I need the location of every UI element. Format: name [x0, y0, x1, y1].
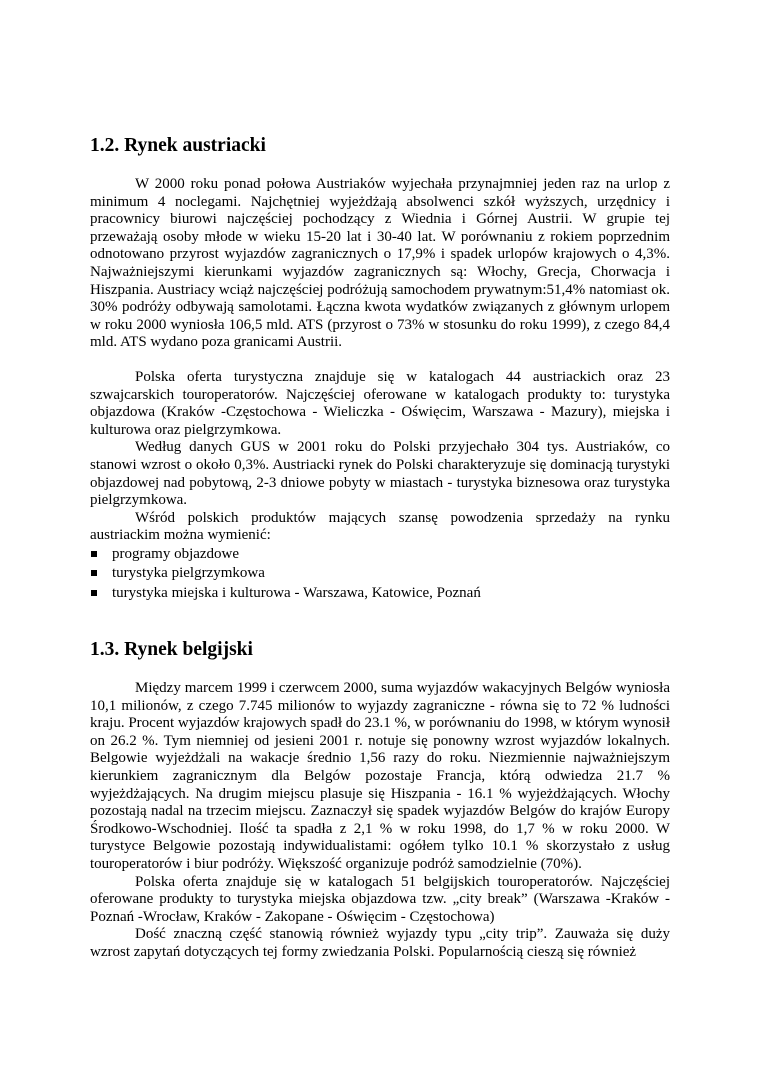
paragraph: W 2000 roku ponad połowa Austriaków wyjechała przynajmniej jeden raz na urlop z minimum 4 noclegami. Najchętniej wyjeżdżają absolwenci szkół wyższych, urzędnicy i pracownicy biurowi najczęściej pochodzący z Wiednia i Górnej Austrii. W grupie tej przeważają osoby młode w wieku 15-20 lat i 30-40 lat. W porównaniu z rokiem poprzednim odnotowano przyrost wyjazdów zagranicznych o 17,9% i spadek urlopów krajowych o 4,3%. Najważniejszymi kierunkami wyjazdów zagranicznych są: Włochy, Grecja, Chorwacja i Hiszpania. Austriacy wciąż najczęściej podróżują samochodem prywatnym:51,4% natomiast ok. 30% podróży odbywają samolotami. Łączna kwota wydatków związanych z głównym urlopem w roku 2000 wyniosła 106,5 mld. ATS (przyrost o 73% w stosunku do roku 1999), z czego 84,4 mld. ATS wydano poza granicami Austrii. — [90, 176, 670, 351]
paragraph: Między marcem 1999 i czerwcem 2000, suma wyjazdów wakacyjnych Belgów wyniosła 10,1 milionów, z czego 7.745 milionów to wyjazdy zagraniczne - równa się to 72 % ludności kraju. Procent wyjazdów krajowych spadł do 23.1 %, w porównaniu do 1998, w którym wynosił on 26.2 %. Tym niemniej od jesieni 2001 r. notuje się ponowny wzrost wyjazdów lokalnych. Belgowie wyjeżdżali na wakacje średnio 1,56 razy do roku. Niezmiennie najważniejszym kierunkiem zagranicznym dla Belgów pozostaje Francja, którą odwiedza 21.7 % wyjeżdżających. Na drugim miejscu plasuje się Hiszpania - 16.1 % wyjeżdżających. Włochy pozostają nadal na trzecim miejscu. Zaznaczył się spadek wyjazdów Belgów do krajów Europy Środkowo-Wschodniej. Ilość ta spadła z 2,1 % w roku 1998, do 1,7 % w roku 2000. W turystyce Belgowie pozostają indywidualistami: ogółem tylko 10.1 % skorzystało z usług touroperatorów i biur podróży. Większość organizuje podróż samodzielnie (70%). — [90, 680, 670, 872]
list-item-text: turystyka miejska i kulturowa - Warszawa, Katowice, Poznań — [112, 584, 481, 601]
list-item — [90, 545, 670, 565]
list-item — [90, 584, 670, 604]
section-body-austria — [90, 176, 670, 603]
bullet-icon — [91, 551, 97, 557]
paragraph: Wśród polskich produktów mających szansę powodzenia sprzedaży na rynku austriackim można wymienić: — [90, 509, 670, 544]
list-item-text: turystyka pielgrzymkowa — [112, 565, 265, 582]
section-heading-austria: 1.2. Rynek austriacki — [90, 135, 266, 156]
paragraph: Polska oferta turystyczna znajduje się w katalogach 44 austriackich oraz 23 szwajcarskich touroperatorów. Najczęściej oferowane w katalogach produkty to: turystyka objazdowa (Kraków -Częstochowa - Wieliczka - Oświęcim, Warszawa - Mazury), miejska i kulturowa oraz pielgrzymkowa. — [90, 368, 670, 438]
bullet-icon — [91, 570, 97, 576]
section-body-belgium — [90, 680, 670, 962]
paragraph: Według danych GUS w 2001 roku do Polski przyjechało 304 tys. Austriaków, co stanowi wzrost o około 0,3%. Austriacki rynek do Polski charakteryzuje się dominacją turystyki objazdowej nad pobytową, 2-3 dniowe pobyty w miastach - turystyka biznesowa oraz turystyka pielgrzymkowa. — [90, 439, 670, 509]
list-item — [90, 564, 670, 584]
section-heading-belgium: 1.3. Rynek belgijski — [90, 639, 253, 660]
bullet-icon — [91, 590, 97, 596]
bullet-list — [90, 545, 670, 604]
list-item-text: programy objazdowe — [112, 545, 240, 562]
paragraph: Dość znaczną część stanowią również wyjazdy typu „city trip”. Zauważa się duży wzrost zapytań dotyczących tej formy zwiedzania Polski. Popularnością cieszą się również — [90, 926, 670, 960]
paragraph: Polska oferta znajduje się w katalogach 51 belgijskich touroperatorów. Najczęściej oferowane produkty to turystyka miejska objazdowa tzw. „city break” (Warszawa -Kraków - Poznań -Wrocław, Kraków - Zakopane - Oświęcim - Częstochowa) — [90, 873, 670, 925]
